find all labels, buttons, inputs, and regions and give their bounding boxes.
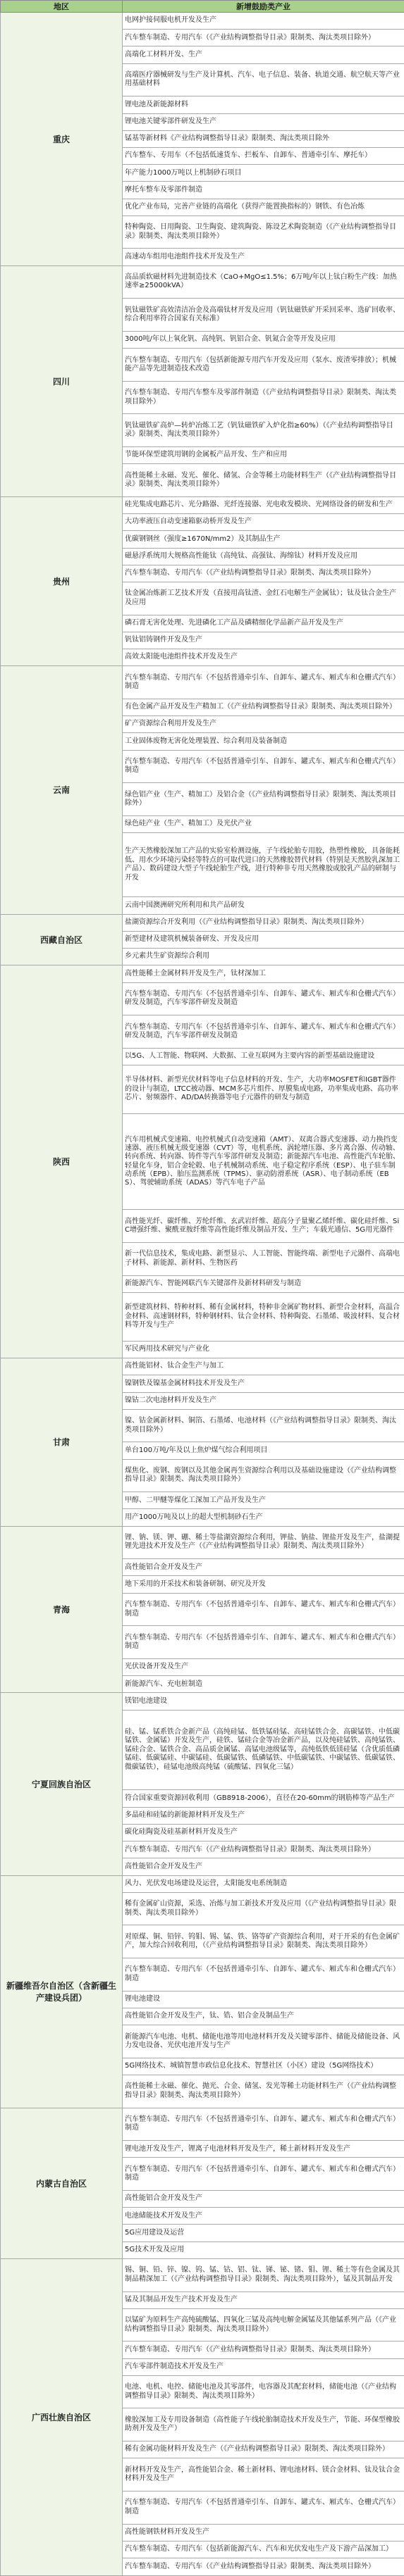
header-row [1, 1, 404, 13]
industry-item-cell: 汽车整车制造、专用汽车（《产业结构调整指导目录》限制类、淘汰类项目除外） [123, 30, 404, 46]
industry-item-cell: 汽车用机械式变速箱、电控机械式自动变速箱（AMT）、双离合器式变速器、动力换挡变速器、液压机械无级变速器（CVT）等，电机系统、涡轮增压器、多片离合器、传动轴、转向系统、转向器、铸件等汽车零部件研发及制造；新能源汽车电池、高性能汽车轮胎、轻量化车身，铝合金轮毂、电子机械制动系统、电子稳定程序系统（ESP）、电子驻车制动系统（EPB）、胎压监测系统（TPMS）、驱动防滑系统（ASR）、电子制动系统（EBS）、驾驶辅助系统（ADAS）等汽车电子产品 [123, 1114, 404, 1210]
industry-item-cell: 高性能铝合金开发及生产 [123, 1559, 404, 1576]
region-cell: 内蒙古自治区 [1, 2108, 123, 2258]
region-cell: 四川 [1, 265, 123, 496]
industry-item-cell: 以锰矿为原料生产高纯硫酸锰、四氧化三锰及高纯电解金属锰及其他锰系列产品（《产业结构调整指导目录》限制类、淘汰类项目除外） [123, 2308, 404, 2341]
table-row [1, 1693, 404, 1710]
industry-item-cell: 硅、锰、锰系铁合金新产品（高纯硅锰、低铁锰硅锰、高硅锰铁合金、高碳锰铁、中低碳锰铁、金属锰）开发及生产，硅铁、锰硅合金等冶金新产品，以及纯硅锰铁、高纯锰铁、锰硅合金、锰铁合金、高品质金属锰、高锰电池级锰等，高纯低铁低镁硅锰（含优质低磷锰硅、低碳锰硅、中碳锰硅、低碳锰铁、低磷锰铁、中低碳锰铁、中碳锰铁、低碳锰铁、微碳锰铁），硅锰电池级高纯锰（硫酸锰、四氧化三锰） [123, 1710, 404, 1790]
industry-item-cell: 汽车整车制造、专用汽车（《产业结构调整指导目录》限制类、淘汰类项目除外） [123, 565, 404, 582]
industry-item-cell: 锂、钠、镁、钾、硼、稀土等盐湖资源综合利用，钾盐、钠盐、锂盐开发及生产，盐湖提锂先进技术开发及生产（《产业结构调整指导目录》限制类、淘汰类项目除外） [123, 1526, 404, 1559]
industry-item-cell: 高性能铝合金开发及生产，钛、锆、铝合金及制品生产 [123, 2008, 404, 2025]
industry-item-cell: 稀有金属矿山资源，采选、冶炼与加工新技术开发及应用（《产业结构调整指导目录》限制类、淘汰类项目除外） [123, 1892, 404, 1925]
industry-item-cell: 多晶硅和硅锰的新能源材料开发及生产 [123, 1807, 404, 1824]
industry-item-cell: 新材料开发及生产，高性能铝合金、稀土新材料、锂电池材料、镁合金材料、钛及钛合金材料开发及生产 [123, 2458, 404, 2491]
industry-item-cell: 5G应用建设及运营 [123, 2225, 404, 2242]
industry-item-cell: 钛金属冶炼新工艺技术开发（直接用高钛渣、金红石电解生产金属钛）；钛及钛合金生产及应用 [123, 582, 404, 615]
industry-item-cell: 钒钛磁铁矿高效清洁冶金及高端钛材开发及应用（钒钛磁铁矿开采回采率、选矿回收率、综合利用率符合国家有关标准） [123, 299, 404, 332]
industry-item-cell: 橡胶深加工及专用设备制造（高性能子午线轮胎制造技术开发及生产，节能、环保型橡胶助剂开发及生产） [123, 2408, 404, 2441]
industry-item-cell: 高性能光纤、碳纤维、芳纶纤维、玄武岩纤维、超高分子量聚乙烯纤维、碳化硅纤维、SiC增强纤维、聚酰亚胺纤维等高性能纤维及制品开发、生产；车载光通信、5G用光器件 [123, 1210, 404, 1243]
region-cell: 甘肃 [1, 1358, 123, 1527]
industry-item-cell: 锂电池建设 [123, 1991, 404, 2008]
industry-item-cell: 煤焦化、废钢、废钢以及其他金属再生资源综合利用以及基础设施建设（《产业结构调整指导目录》限制类、淘汰类项目除外） [123, 1459, 404, 1492]
table-row [1, 666, 404, 699]
industry-item-cell: 镁铝电池建设 [123, 1693, 404, 1710]
industry-item-cell: 汽车整车制造、专用汽车（《产业结构调整指导目录》限制类、淘汰类项目除外） [123, 2341, 404, 2358]
industry-item-cell: 锡、铜、铅、锌、镍、钨、锰、钴、铝、钛、锑、铋、锗、钼、锂、稀土等有色金属及其制品精深加工（《产业结构调整指导目录》限制类、淘汰类项目除外），锰及其制品开发 [123, 2258, 404, 2291]
industry-item-cell: 乡元素共生矿资源综合利用 [123, 949, 404, 965]
header-region: 地区 [1, 1, 123, 13]
industry-item-cell: 地下采用的开采技术和装备研制、研究及开发 [123, 1576, 404, 1593]
header-industry: 新增鼓励类产业 [123, 1, 404, 13]
industry-item-cell: 镍钢铁及镍基金属材料技术开发及生产 [123, 1375, 404, 1392]
industry-item-cell: 年产能力1000万吨以上机制砂石项目 [123, 165, 404, 182]
industry-item-cell: 矿产资源综合利用开发及生产 [123, 716, 404, 733]
industry-item-cell: 符合国家重要资源回收利用（GB8918-2006），直径在20-60mm的钢筋棒等产品生产 [123, 1790, 404, 1807]
table-row [1, 2258, 404, 2291]
industry-item-cell: 稀有金属功能材料开发及生产（《产业结构调整指导目录》限制类、淘汰类项目除外） [123, 2441, 404, 2458]
table-row [1, 13, 404, 30]
industry-item-cell: 汽车整车制造、专用汽车（不包括普通牵引车、自卸车、罐式车、厢式车和仓栅式汽车）制造 [123, 750, 404, 783]
region-cell: 云南 [1, 666, 123, 914]
industry-item-cell: 锂电池及新能源材料 [123, 96, 404, 113]
industry-item-cell: 军民两用技术研究与产业化 [123, 1341, 404, 1358]
industry-item-cell: 生产天然橡胶深加工产品的实验室检测设施，子午线轮胎专用胶，热塑性橡胶，具备能耗低、用水少环境污染轻等特点的可取代进口的天然橡胶替代材料（特别是天然胶乳深加工产品）、数码建设大型子午线轮胎生产线，进行特种非专用天然橡胶或胶乳产品的研制与开发 [123, 832, 404, 896]
industry-item-cell: 汽车整车制造、专用汽车（不包括普通牵引车、自卸车、罐式车、厢式车、仓栅式汽车）制造 [123, 2491, 404, 2524]
industry-item-cell: 新型建材及建筑机械装备研发、开发及应用 [123, 931, 404, 948]
industry-item-cell: 磁悬浮系统用大规格高性能钛（高纯钛、高强钛、海绵钛）材料开发及应用 [123, 548, 404, 565]
region-cell: 贵州 [1, 496, 123, 665]
table-row [1, 914, 404, 931]
industry-item-cell: 工业固体废物无害化处理装置、综合利用及装备制造 [123, 733, 404, 750]
industry-item-cell: 节能环保型建筑用钢的金属板产品开发、生产和应用 [123, 447, 404, 464]
industry-item-cell: 以5G、人工智能、物联网、大数据、工业互联网为主要内容的新型基础设施建设 [123, 1048, 404, 1065]
industry-item-cell: 大功率液压自动变速箱驱动桥开发及生产 [123, 514, 404, 531]
industry-item-cell: 汽车整车制造、专用汽车（不包括普通牵引车、自卸车、罐式车、厢式车和仓栅式汽车）制造 [123, 1958, 404, 1992]
industry-item-cell: 磷石膏无害化处理、先进磷化工产品及磷精细化学品新产品开发及生产 [123, 615, 404, 632]
industry-item-cell: 高性能铝合金开发及生产 [123, 1858, 404, 1875]
industry-item-cell: 单台100万吨/年及以上焦炉煤气综合利用项目 [123, 1442, 404, 1459]
table-body [1, 13, 404, 2576]
region-cell: 重庆 [1, 13, 123, 266]
industry-item-cell: 锰及其制品开发生产技术开发及生产 [123, 2291, 404, 2308]
industry-item-cell: 碳化硅陶瓷及硅基新材料开发及生产 [123, 1824, 404, 1841]
table-row [1, 1358, 404, 1375]
industry-item-cell: 汽车零部件制造技术开发及生产 [123, 2358, 404, 2375]
industry-item-cell: 汽车整车制造、专用汽车（不包括普通牵引车、自卸车、罐式车、厢式车和仓栅式汽车）制造 [123, 2108, 404, 2141]
industry-item-cell: 钒钛磁铁矿高炉—转炉冶炼工艺（钒钛磁铁矿入炉化指≥60%）（《产业结构调整指导目录》限制类、淘汰类项目除外） [123, 414, 404, 447]
industry-item-cell: 新型建筑材料、特种材料、稀有金属材料，特种非金属矿物材料、新型合金材料，高温合金材料、高速钢材料，特种钢材料、钛合金材料、特种陶瓷、石墨烯、吸波材料、复合材料等开发与生产 [123, 1292, 404, 1341]
region-cell: 宁夏回族自治区 [1, 1693, 123, 1875]
table-row [1, 496, 404, 513]
region-cell: 陕西 [1, 965, 123, 1358]
industry-item-cell: 5G网络技术、城镇智慧市政信息化技术、智慧社区（小区）建设（5G网络技术） [123, 2058, 404, 2075]
industry-item-cell: 高端医疗器械研发与生产及计算机、汽车、电子信息、装备、轨道交通、航空航天等产业用基础材料 [123, 63, 404, 96]
industry-item-cell: 高性能铝材、钛合金生产与加工 [123, 1358, 404, 1375]
industry-item-cell: 3000吨/年以上氧化钒、高纯钒、钒铝合金、钒氮合金等开发及应用 [123, 331, 404, 348]
industry-item-cell: 甲醇、二甲醚等煤化工深加工产品开发及生产 [123, 1492, 404, 1509]
industry-item-cell: 云南中国澳洲研究所利用和共产品研发 [123, 897, 404, 914]
table-row [1, 1526, 404, 1559]
industry-item-cell: 盐湖资源综合开发利用（《产业结构调整指导目录》限制类、淘汰类项目除外） [123, 914, 404, 931]
industry-item-cell: 对原煤、铜、铅锌、钨钼、锡、锰、铁、铬等矿产资源综合利用，对于开采的有色金属矿产，加大综合回收利用，（《产业结构调整指导目录》限制类、淘汰类项目除外） [123, 1925, 404, 1958]
industry-item-cell: 汽车整车制造、专用汽车（包括新能源汽车、汽车和光伏发电生产及下游产品深加工） [123, 2541, 404, 2558]
industry-item-cell: 优碳钢钢丝（强度≥1670N/mm2）及其制品生产 [123, 531, 404, 548]
industry-item-cell: 汽车整车制造、专用汽车（不包括普通牵引车、自卸车、罐式车、厢式车和仓栅式汽车）制造 [123, 666, 404, 699]
industry-item-cell: 摩托车整车及零部件制造 [123, 182, 404, 199]
industry-item-cell: 高速动车组用电池组件技术开发及生产 [123, 249, 404, 265]
industry-item-cell: 锰基等新材料《产业结构调整指导目录》限制类、淘汰类项目除外 [123, 130, 404, 147]
industry-item-cell: 5G技术开发及应用 [123, 2242, 404, 2258]
industry-item-cell: 电池储能技术开发及生产 [123, 2208, 404, 2225]
industry-item-cell: 高效太阳能电池组件技术开发及生产 [123, 649, 404, 666]
table-row [1, 2108, 404, 2141]
industry-item-cell: 高性能稀土金属材料开发及生产，钛材深加工 [123, 965, 404, 982]
industry-item-cell: 镍钴二次电池材料开发及生产 [123, 1392, 404, 1409]
industry-item-cell: 锂电池关键零部件研发及生产 [123, 113, 404, 130]
industry-item-cell: 绿色硅产业（生产、精加工）及光伏产业 [123, 815, 404, 832]
industry-item-cell: 硅光集成电路芯片、光分路器、光纤连接器、光电收发模块、光网络设备的研发和生产 [123, 496, 404, 513]
table-row [1, 965, 404, 982]
industry-item-cell: 有色金属产品开发及生产精加工（《产业结构调整指导目录》限制类、淘汰类项目除外） [123, 699, 404, 715]
industry-item-cell: 优化产业布局，完善产业链的高端化（获得产能置换指标的）钢铁、有色冶炼 [123, 199, 404, 215]
industry-item-cell: 高品质软磁材料先进制造技术（CaO+MgO≤1.5%；6万吨/年以上钛白粉生产线：加热速率≥25000kVA） [123, 265, 404, 299]
region-cell: 新疆维吾尔自治区（含新疆生产建设兵团） [1, 1875, 123, 2108]
industry-item-cell: 汽车整车制造、专用汽车（不包括普通牵引车、自卸车、罐式车、厢式车和仓栅式汽车）制造 [123, 1593, 404, 1626]
industry-item-cell: 新能源汽车电池、电机、储能电池等用电池材料开发及关键零部件、储能及储能设备、风力发电设备、光伏电池开发与生产 [123, 2025, 404, 2058]
industry-item-cell: 汽车整车制造、专用汽车（《产业结构调整指导目录》限制类、淘汰类项目除外） [123, 1842, 404, 1858]
region-cell: 西藏自治区 [1, 914, 123, 965]
industry-item-cell: 汽车整车制造、专用汽车整车及零部件制造（《产业结构调整指导目录》限制类、淘汰类项目除外） [123, 381, 404, 414]
industry-item-cell: 镍、钴金属新材料、铜箔、石墨烯、电池材料（《产业结构调整指导目录》限制类、淘汰类项目除外） [123, 1409, 404, 1442]
industry-item-cell: 汽车整车制造、专用汽车（包括新能源专用汽车开发及应用（泵水、废渣零排放）；机械能产品等先进制造技术改造 [123, 349, 404, 382]
industry-item-cell: 新能源汽车、智能网联汽车关键部件及新材料研发与制造 [123, 1275, 404, 1292]
industry-item-cell: 汽车整车制造、专用汽车（不包括普通牵引车、自卸车、罐式车、厢式车和仓栅式汽车）研发及制造，汽车零部件研发及制造 [123, 982, 404, 1015]
table-row [1, 265, 404, 299]
industry-item-cell: 高性能钢铁材料开发及生产 [123, 2524, 404, 2541]
industry-item-cell: 电池、电机、电控、储能电池及其零部件，电容器及其配套材料，储能电池（《产业结构调整指导目录》限制类、淘汰类项目除外） [123, 2375, 404, 2408]
industry-item-cell: 汽车整车制造、专用汽车（《产业结构调整指导目录》限制类、淘汰类项目除外） [123, 2558, 404, 2575]
region-cell: 广西壮族自治区 [1, 2258, 123, 2575]
industry-item-cell: 高性能铝合金开发及生产 [123, 2191, 404, 2208]
industry-item-cell: 特种陶瓷、日用陶瓷、卫生陶瓷、建筑陶瓷、陈设艺术陶瓷制造（《产业结构调整指导目录》限制类、淘汰类项目除外） [123, 215, 404, 249]
industry-item-cell: 电网护接伺服电机开发及生产 [123, 13, 404, 30]
industry-item-cell: 新一代信息技术，集成电路、新型显示、人工智能、智能终端、新型电子元器件、高端电子材料、新能源、新材料、生物医药 [123, 1242, 404, 1275]
industry-item-cell: 汽车整车、专用车（不包括低速货车、拦板车、自卸车、普通牵引车、摩托车） [123, 147, 404, 164]
industry-item-cell: 汽车整车制造、专用汽车（不包括普通牵引车、自卸车、罐式车、厢式车和仓栅式汽车）制造 [123, 1626, 404, 1659]
industry-item-cell: 光伏设备开发及生产 [123, 1658, 404, 1675]
region-cell: 青海 [1, 1526, 123, 1693]
industry-item-cell: 汽车整车制造、专用汽车（不包括普通牵引车、自卸车、罐式车、厢式车和仓栅式汽车）研发及制造，汽车零部件研发及制造 [123, 1015, 404, 1049]
industry-item-cell: 高端化工材料开发、生产 [123, 46, 404, 63]
industry-item-cell: 用产1000万吨及以上的超大型机制砂石生产 [123, 1509, 404, 1526]
industry-item-cell: 绿色铝产业（生产、精加工）及铝合金（《产业结构调整指导目录》限制类、淘汰类项目除外） [123, 783, 404, 816]
industry-item-cell: 高性能稀土永磁、催化、抛光、合金、储氢、发光等稀土功能材料生产（《产业结构调整指导目录》限制类、淘汰类项目除外） [123, 2075, 404, 2108]
industry-item-cell: 高性能稀土永磁、发光、催化、储氢、合金等稀土功能材料生产（《产业结构调整指导目录》限制类、淘汰类项目除外） [123, 464, 404, 497]
table-row [1, 1875, 404, 1892]
industry-item-cell: 新能源汽车、充电桩制造 [123, 1676, 404, 1693]
industry-item-cell: 汽车整车制造、专用汽车（不包括普通牵引车、自卸车、罐式车、厢式车和仓栅式汽车）制造 [123, 2158, 404, 2191]
industry-item-cell: 半导体材料、新型光伏材料等电子信息材料的开发、生产，大功率MOSFET和IGBT器件的设计与制造，LTCC被动器、MCM多芯片组件、厚膜集成电路，功率集成电路、高功率芯片、射频器件、AD/DA转换器等电子元器件的研发与制造 [123, 1065, 404, 1113]
industry-item-cell: 钒钛铝铸钢件开发及生产 [123, 632, 404, 649]
industry-item-cell: 风力、光伏发电场建设及运营，太阳能发电系统制造 [123, 1875, 404, 1892]
industry-item-cell: 锂电池开发及生产，锂离子电池材料开发及生产，稀土新材料开发及生产 [123, 2141, 404, 2158]
